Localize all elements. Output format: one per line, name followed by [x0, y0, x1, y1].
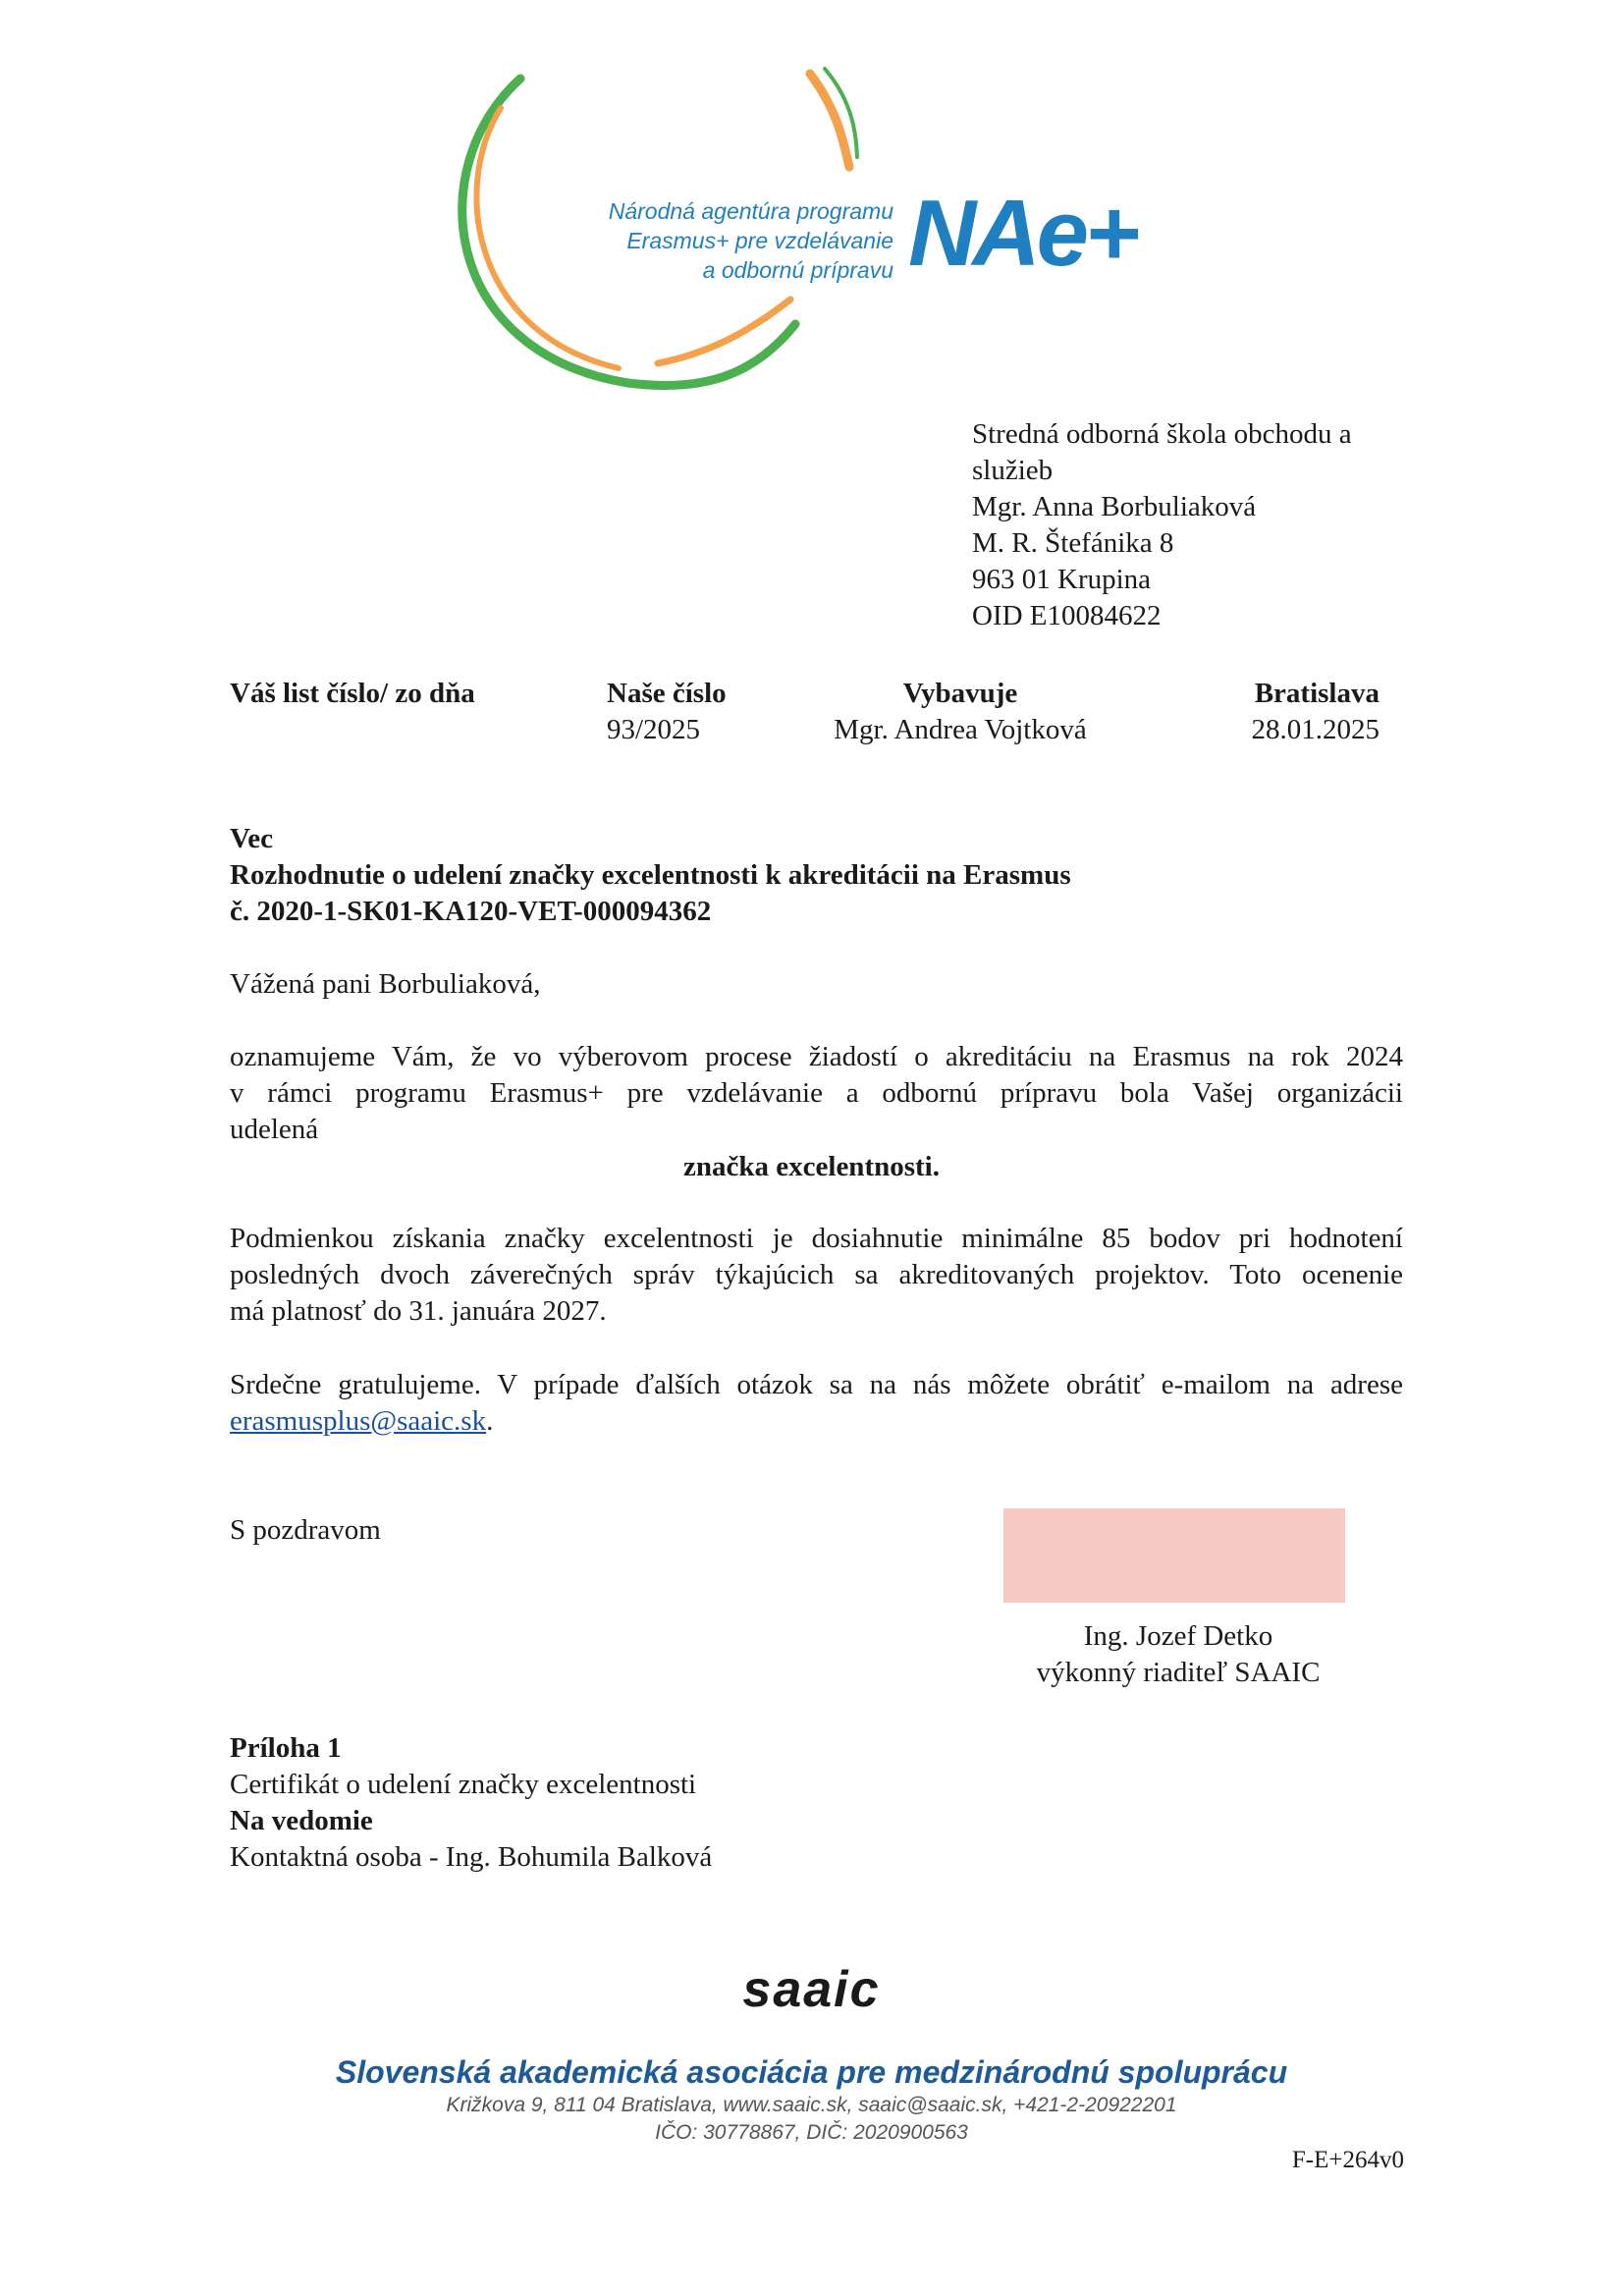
paragraph-3 — [230, 1367, 1403, 1440]
footer-address: Križkova 9, 811 04 Bratislava, www.saaic.sk, saaic@saaic.sk, +421-2-20922201 — [446, 2094, 1177, 2116]
your-letter-label: Váš list číslo/ zo dňa — [230, 678, 475, 709]
place-label: Bratislava — [1254, 678, 1380, 709]
cc-label: Na vedomie — [230, 1805, 373, 1836]
attachment-label: Príloha 1 — [230, 1732, 342, 1764]
paragraph-line: Podmienkou získania značky excelentnosti je dosiahnutie minimálne 85 bodov pri hodnotení — [230, 1223, 1403, 1254]
paragraph-line: má platnosť do 31. januára 2027. — [230, 1295, 607, 1327]
paragraph-line: oznamujeme Vám, že vo výberovom procese žiadostí o akreditáciu na Erasmus na rok 2024 — [230, 1041, 1403, 1072]
paragraph-line — [230, 1403, 1403, 1440]
footer-org-name: Slovenská akademická asociácia pre medzinárodnú spoluprácu — [335, 2054, 1288, 2090]
agency-name-line: Erasmus+ pre vzdelávanie — [626, 228, 893, 253]
paragraph-2 — [230, 1221, 1403, 1330]
email-link[interactable]: erasmusplus@saaic.sk — [230, 1405, 487, 1437]
footer-ids: IČO: 30778867, DIČ: 2020900563 — [655, 2121, 968, 2144]
agency-name-line: a odbornú prípravu — [702, 257, 893, 283]
sentence-end: . — [486, 1405, 494, 1437]
handled-by-column — [813, 676, 1108, 748]
form-code: F-E+264v0 — [1291, 2147, 1404, 2173]
address-line: služieb — [972, 455, 1054, 486]
paragraph-line: Srdečne gratulujeme. V prípade ďalších otázok sa na nás môžete obrátiť e-mailom na adrese — [230, 1369, 1403, 1400]
recipient-address — [972, 416, 1443, 634]
award-text: značka excelentnosti. — [683, 1151, 940, 1182]
redacted-signature — [1003, 1508, 1345, 1603]
subject-label: Vec — [230, 823, 274, 854]
agency-name-text — [560, 196, 893, 285]
address-line: Mgr. Anna Borbuliaková — [972, 491, 1257, 522]
address-line: OID E10084622 — [972, 600, 1162, 631]
subject-line: č. 2020-1-SK01-KA120-VET-000094362 — [230, 896, 712, 927]
our-number-label: Naše číslo — [607, 678, 727, 709]
attachment-item: Certifikát o udelení značky excelentnosti — [230, 1769, 697, 1800]
subject-line: Rozhodnutie o udelení značky excelentnosti k akreditácii na Erasmus — [230, 859, 1071, 891]
attachments-block — [230, 1730, 712, 1876]
saaic-logo: saaic — [742, 1961, 881, 2018]
paragraph-line: posledných dvoch záverečných správ týkajúcich sa akreditovaných projektov. Toto ocenenie — [230, 1259, 1403, 1290]
paragraph-1 — [230, 1039, 1403, 1148]
nae-logo-mark: NAe+ — [908, 181, 1137, 286]
address-line: Stredná odborná škola obchodu a — [972, 418, 1352, 450]
handled-by-value: Mgr. Andrea Vojtková — [834, 714, 1087, 745]
signer-title: výkonný riaditeľ SAAIC — [1036, 1657, 1321, 1688]
address-line: 963 01 Krupina — [972, 564, 1152, 595]
salutation: Vážená pani Borbuliaková, — [230, 968, 541, 1000]
agency-name-line: Národná agentúra programu — [608, 198, 893, 224]
place-date-column — [1217, 676, 1380, 748]
paragraph-line: udelená — [230, 1114, 319, 1145]
signer-block — [982, 1618, 1375, 1691]
subject-block — [230, 821, 1071, 930]
date-value: 28.01.2025 — [1251, 714, 1380, 745]
closing: S pozdravom — [230, 1514, 381, 1546]
our-number-value: 93/2025 — [607, 714, 701, 745]
cc-item: Kontaktná osoba - Ing. Bohumila Balková — [230, 1841, 713, 1873]
handled-by-label: Vybavuje — [902, 678, 1018, 709]
signer-name: Ing. Jozef Detko — [1083, 1620, 1273, 1652]
our-number-column — [607, 676, 727, 748]
address-line: M. R. Štefánika 8 — [972, 527, 1174, 559]
paragraph-line: v rámci programu Erasmus+ pre vzdelávanie a odbornú prípravu bola Vašej organizácii — [230, 1077, 1403, 1109]
